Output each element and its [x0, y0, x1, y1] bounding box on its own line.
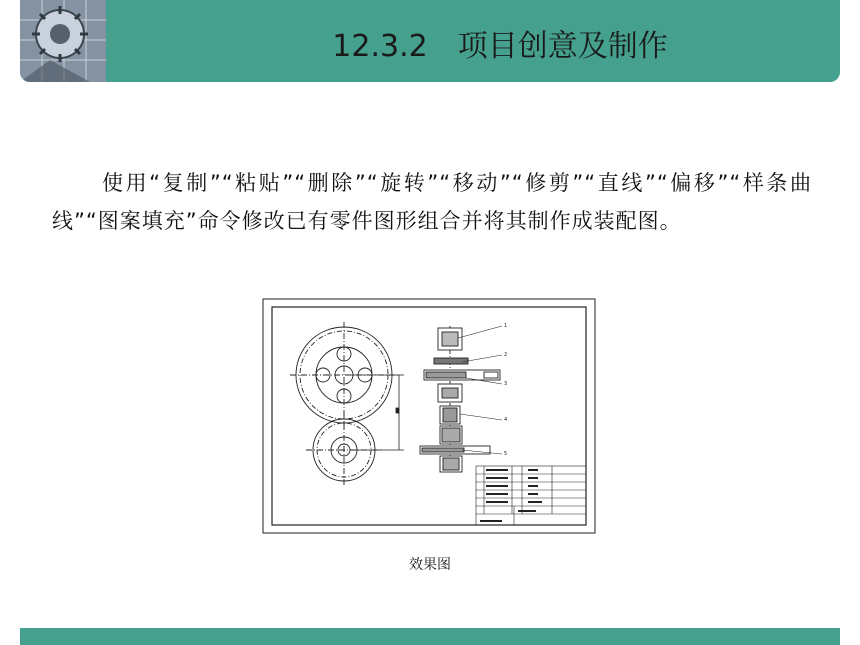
gear-machinery-logo-icon: [20, 0, 106, 82]
page-title: 12.3.2 项目创意及制作: [332, 29, 668, 64]
callout-5: 5: [504, 451, 508, 457]
body-paragraph: 使用“复制”“粘贴”“删除”“旋转”“移动”“修剪”“直线”“偏移”“样条曲线”“图案填充”命令修改已有零件图形组合并将其制作成装配图。: [52, 171, 812, 233]
callout-1: 1: [504, 323, 508, 329]
figure-caption: 效果图: [409, 557, 451, 573]
callout-4: 4: [504, 417, 508, 423]
callout-2: 2: [504, 352, 508, 358]
footer-bar: [20, 628, 840, 645]
callout-3: 3: [504, 381, 508, 387]
assembly-drawing-figure: [262, 298, 597, 536]
